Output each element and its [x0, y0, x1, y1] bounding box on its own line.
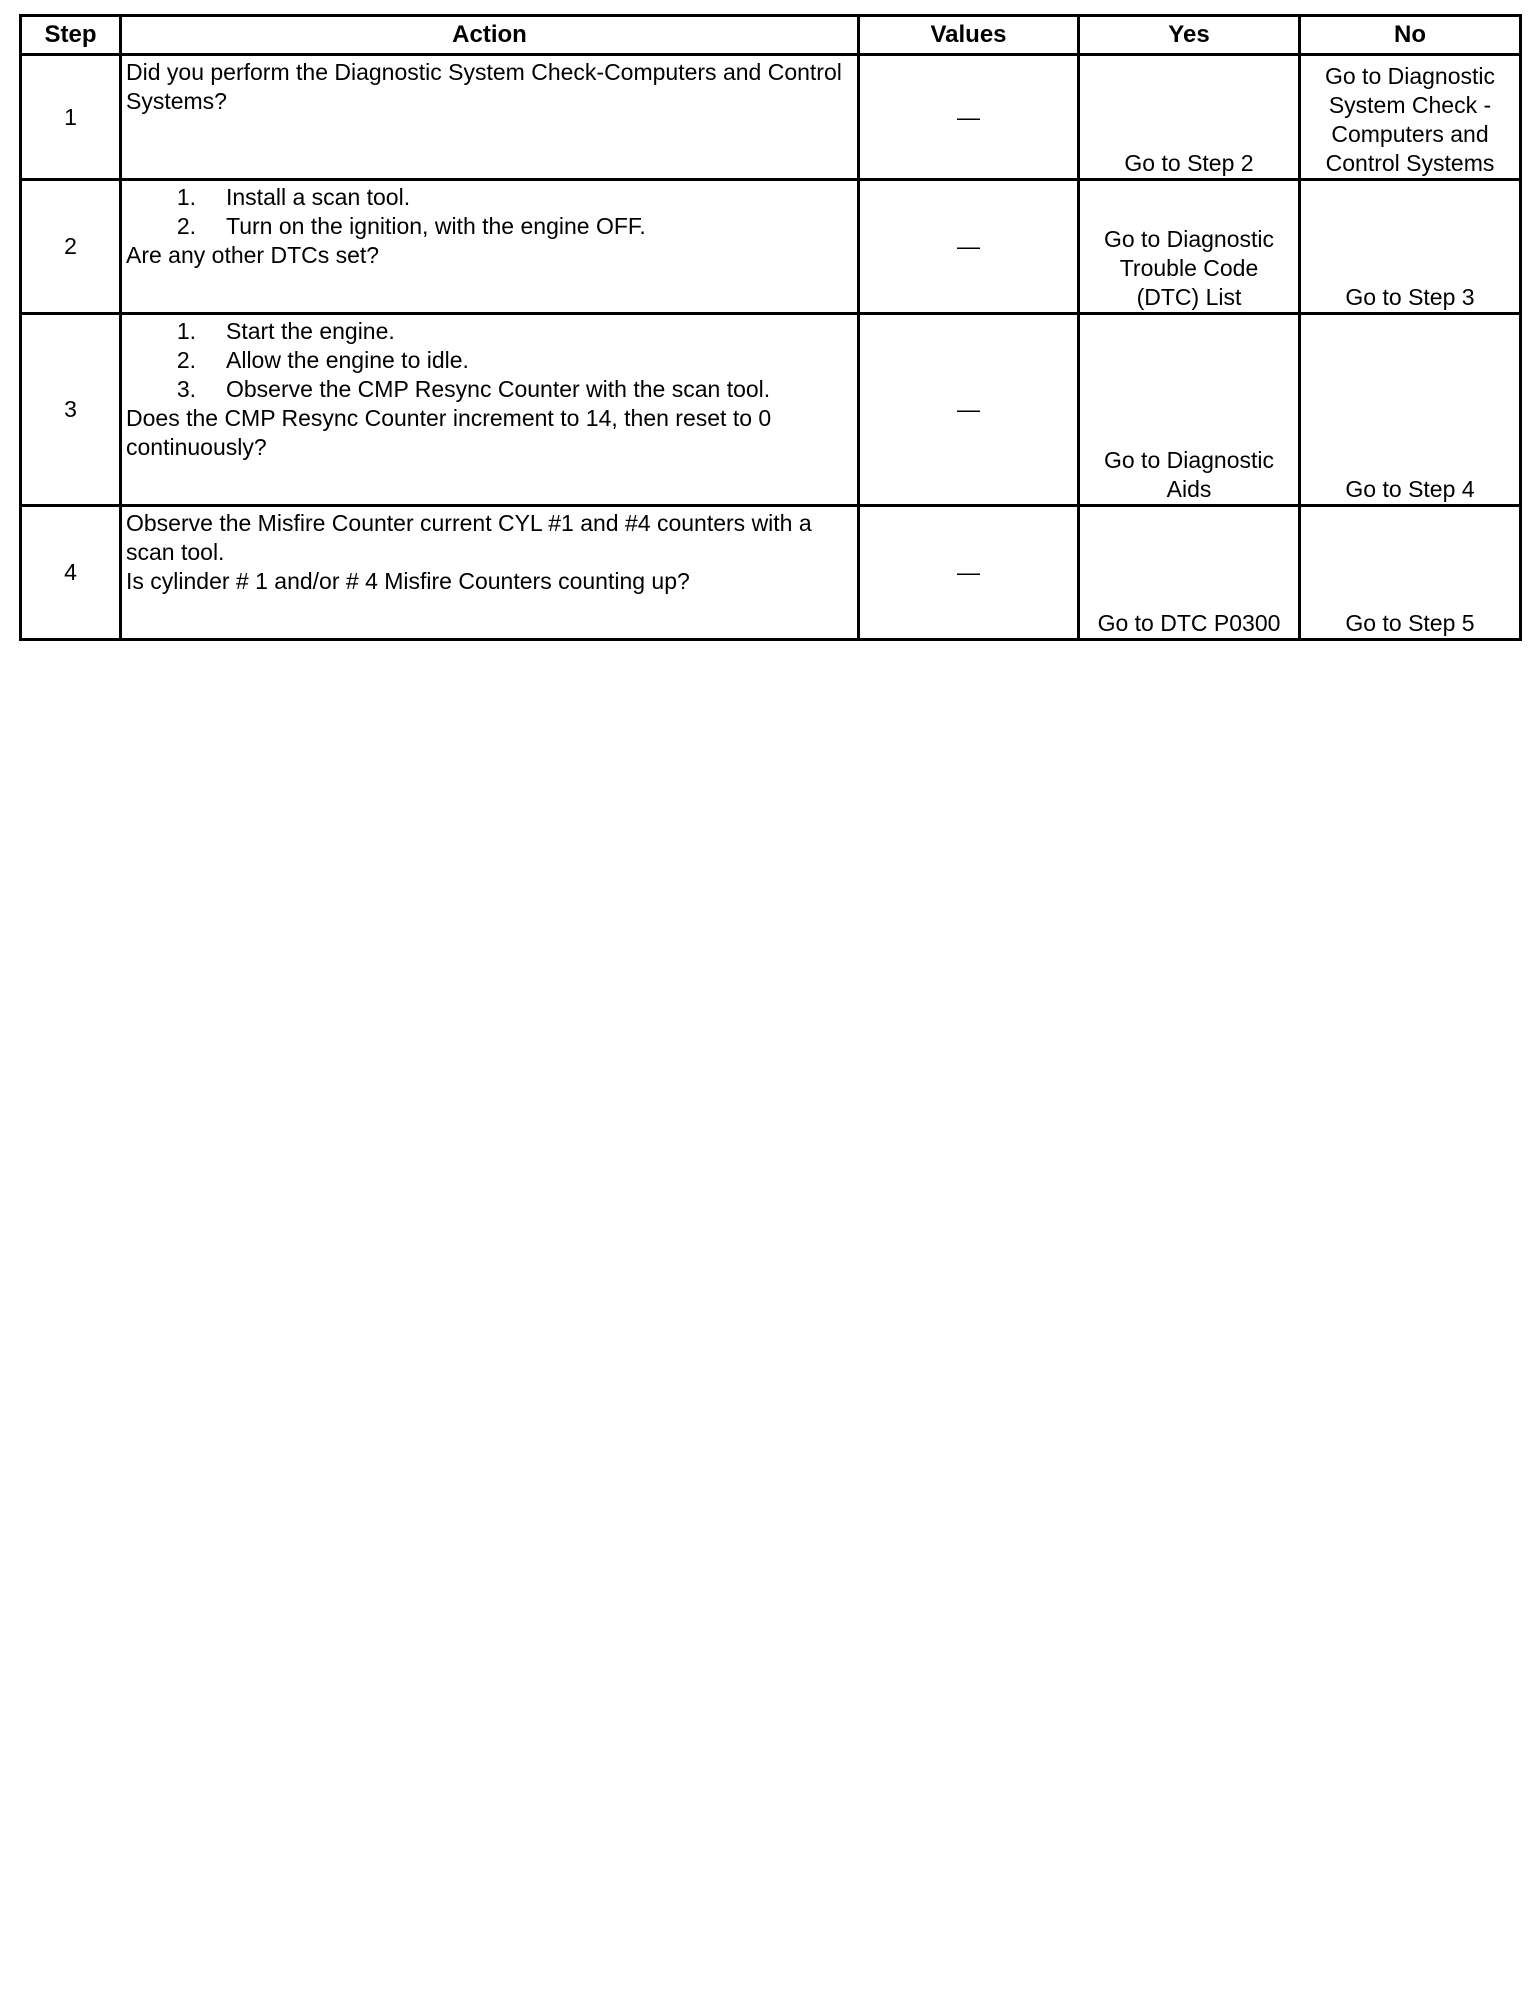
action-question: Does the CMP Resync Counter increment to 14, then reset to 0 continuously? — [126, 405, 772, 460]
no-link[interactable]: Go to Step 4 — [1300, 314, 1521, 506]
step-number: 4 — [21, 506, 121, 640]
header-step: Step — [21, 16, 121, 55]
action-question: Are any other DTCs set? — [126, 242, 380, 268]
action-steps-list — [126, 183, 853, 241]
action-lead: Observe the Misfire Counter current CYL #1 and #4 counters with a scan tool. — [126, 510, 812, 565]
yes-link[interactable]: Go to Diagnostic Trouble Code (DTC) List — [1079, 180, 1300, 314]
table-row — [21, 180, 1521, 314]
action-cell — [121, 506, 859, 640]
step-number: 2 — [21, 180, 121, 314]
values-cell: — — [859, 314, 1079, 506]
values-cell: — — [859, 55, 1079, 180]
action-step: 1. Start the engine. — [176, 318, 395, 344]
action-steps-list — [126, 317, 853, 404]
action-lead: Did you perform the Diagnostic System Check-Computers and Control Systems? — [126, 59, 842, 114]
action-step: 2. Turn on the ignition, with the engine OFF. — [176, 213, 646, 239]
action-step: 3. Observe the CMP Resync Counter with the scan tool. — [176, 376, 771, 402]
yes-link[interactable]: Go to DTC P0300 — [1079, 506, 1300, 640]
no-link[interactable]: Go to Diagnostic System Check - Computers and Control Systems — [1300, 55, 1521, 180]
yes-link[interactable]: Go to Step 2 — [1079, 55, 1300, 180]
action-step: 1. Install a scan tool. — [176, 184, 411, 210]
diagnostic-table — [19, 14, 1522, 641]
header-yes: Yes — [1079, 16, 1300, 55]
table-row — [21, 506, 1521, 640]
values-cell: — — [859, 506, 1079, 640]
yes-link[interactable]: Go to Diagnostic Aids — [1079, 314, 1300, 506]
header-no: No — [1300, 16, 1521, 55]
action-cell — [121, 55, 859, 180]
table-row — [21, 314, 1521, 506]
table-row — [21, 55, 1521, 180]
header-values: Values — [859, 16, 1079, 55]
no-link[interactable]: Go to Step 3 — [1300, 180, 1521, 314]
step-number: 3 — [21, 314, 121, 506]
action-cell — [121, 180, 859, 314]
action-step: 2. Allow the engine to idle. — [176, 347, 469, 373]
values-cell: — — [859, 180, 1079, 314]
step-number: 1 — [21, 55, 121, 180]
header-action: Action — [121, 16, 859, 55]
no-link[interactable]: Go to Step 5 — [1300, 506, 1521, 640]
action-cell — [121, 314, 859, 506]
action-question: Is cylinder # 1 and/or # 4 Misfire Counters counting up? — [126, 568, 690, 594]
header-row — [21, 16, 1521, 55]
